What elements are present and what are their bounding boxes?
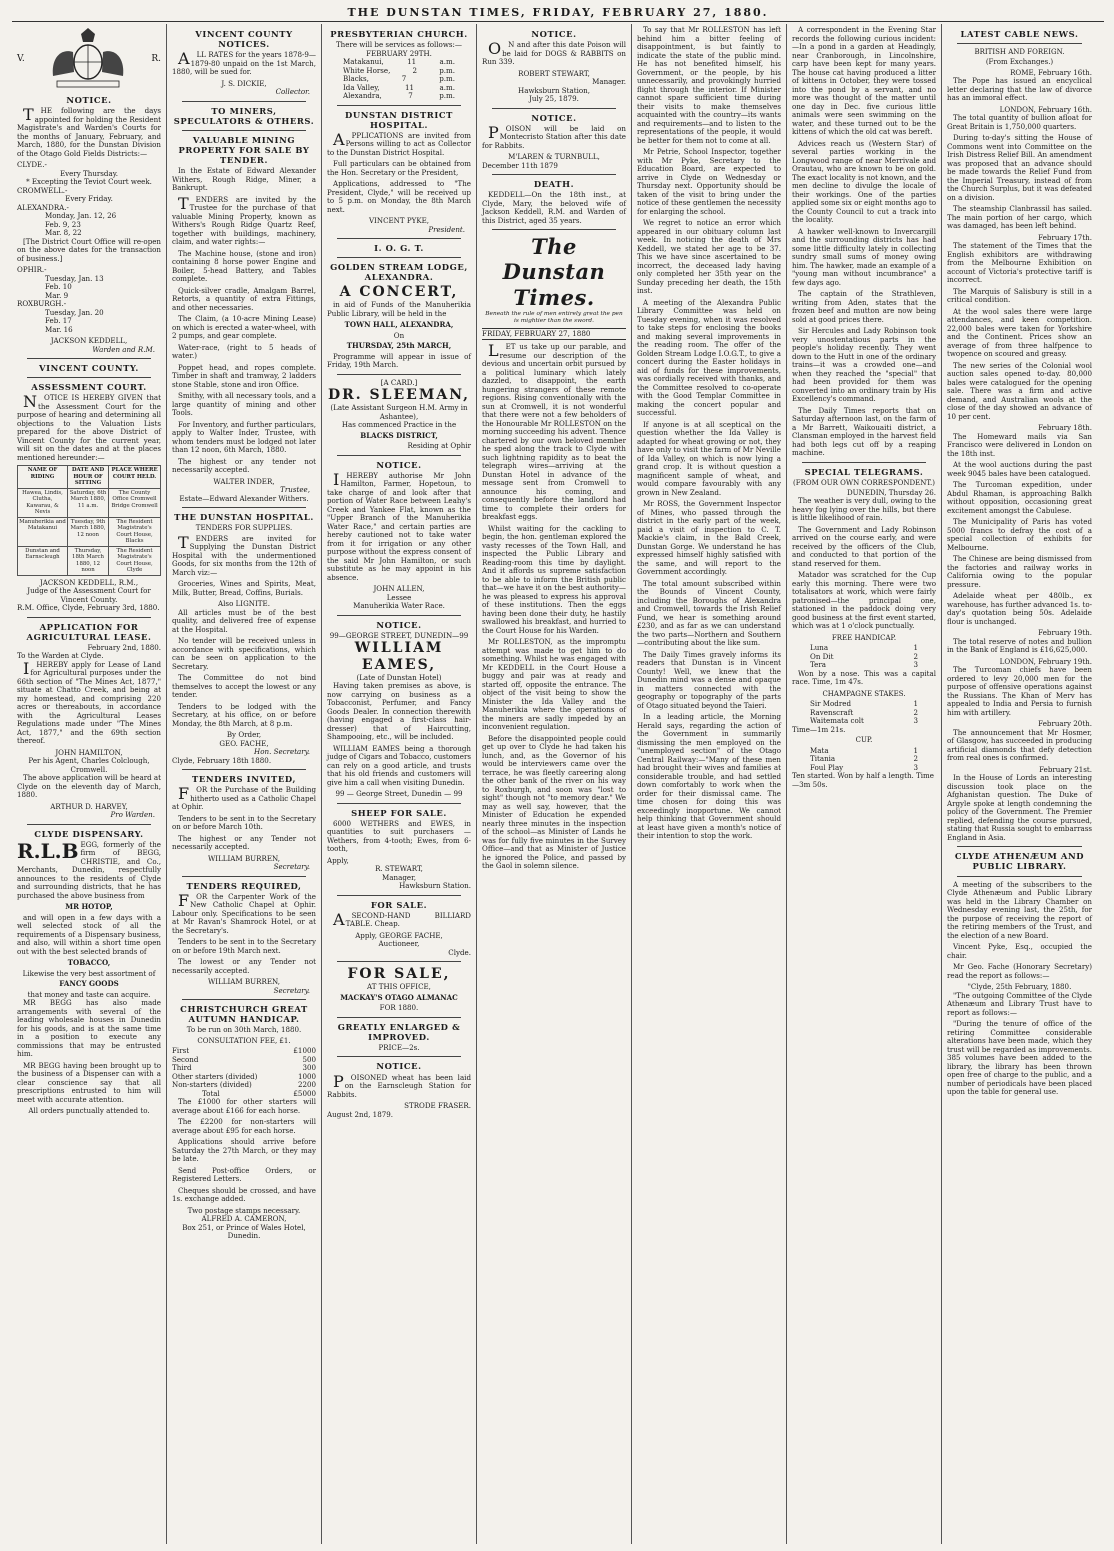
hospital-quality: All articles must be of the best quality, and delivered free of expense at the Hospital. xyxy=(172,607,316,634)
hawksburn-date: July 25, 1879. xyxy=(529,94,579,104)
consultation-fee: CONSULTATION FEE, £1. xyxy=(197,1036,291,1045)
dispensary-money: that money and taste can acquire. xyxy=(27,989,151,999)
columns xyxy=(12,24,1104,1544)
doctor-title: (Late Assistant Surgeon H.M. Army in Ashantee), xyxy=(330,403,468,421)
cons-7: Two postage stamps necessary. xyxy=(187,1205,301,1215)
lease-date: February 2nd, 1880. xyxy=(87,642,161,652)
dateline-london: LONDON, February 16th. xyxy=(999,104,1092,114)
cup-note: Ten started. Won by half a length. Time—3m 50s. xyxy=(792,771,934,789)
article-7: The total amount subscribed within the Bounds of Vincent County, including the Boroughs of Alexandra and Cromwell, towards the Irish Relief Fund, we hear is something around £230, and as far as we can understand the two parts—Northern and Southern—contributing about the like sum. xyxy=(637,578,781,647)
concert-heading: A CONCERT, xyxy=(339,284,459,301)
article-1: To say that Mr ROLLESTON has left behind him a bitter feeling of disappointment, is but faintly to indicate the state of the public mind. He has not benefited himself, his Government, or the people, by his unnecessarily, and provokingly hurried flight through the interior. If Minister cannot spare sufficient time during their visits to make themselves acquainted with the country—its wants and requirements—and to listen to the representations of the people, it would be better for them not to come at all. xyxy=(637,25,781,145)
rox-row: Tuesday, Jan. 20 xyxy=(45,307,104,317)
pro-warden-role: Pro Warden. xyxy=(110,810,155,820)
table-header: PLACE WHERE COURT HELD. xyxy=(109,466,161,488)
crest-right-letter: R. xyxy=(151,53,161,64)
george-street: 99—GEORGE STREET, DUNEDIN—99 xyxy=(329,630,469,640)
rates-signature: J. S. DICKIE, xyxy=(221,78,267,88)
trustee-signature: WALTER INDER, xyxy=(213,476,275,486)
golden-stream-heading: GOLDEN STREAM LODGE, ALEXANDRA. xyxy=(330,262,468,283)
cable-item: The statement of the Times that the English exhibitors are withdrawing from the Melbourne Exhibition on account of Victoria's protective tariff is incorrect. xyxy=(947,241,1092,285)
column-1 xyxy=(12,24,167,1544)
cable-item: The new series of the Colonial wool auction sales opened to-day. 80,000 bales were catalogued for the opening sale. There was a firm and active demand, and Australian wools at the close of the day showed an advance of 10 per cent. xyxy=(947,360,1092,421)
free-handicap-results xyxy=(792,644,936,670)
dispensary-likewise: Likewise the very best assortment of xyxy=(22,968,156,978)
warden-signature: JACKSON KEDDELL, xyxy=(50,336,128,346)
notice-title: NOTICE. xyxy=(66,95,112,105)
dispensary-tobacco: TOBACCO, xyxy=(67,958,111,968)
dispensary-stock: and will open in a few days with a well selected stock of all the requirements of a Dispensary business, and also, will within a short time open out with the best selected brands of xyxy=(17,912,161,956)
column-6 xyxy=(787,24,942,1544)
smithy: Smithy, with all necessary tools, and a large quantity of mining and other Tools. xyxy=(172,391,316,418)
editorial-3: Mr ROLLESTON, as the impromptu attempt was made to get him to do something. Whilst he was engaged with Mr KEDDELL in the Court House a buggy and pair was at ready and started off, opposite the entrance. The object of the visit being to show the Minister the Ida Valley and the Manuherikia where the operations of the miners are sadly impeded by an inconvenient regulation. xyxy=(482,637,626,732)
list-item: White Horse, 2 p.m. xyxy=(343,65,455,75)
almanac-enlarged: GREATLY ENLARGED & IMPROVED. xyxy=(337,1021,461,1042)
cable-item: At the wool sales there were large attendances, and keen competition. 22,000 bales were taken for Yorkshire and the Continent. Prices show an average of from three halfpence to twopence on scoured and greasy. xyxy=(947,306,1092,359)
water-race-notice: IHEREBY authorise Mr John Hamilton, Farmer, Hopetoun, to take charge of and look after that portion of Water Race between Leahy's Creek and Yankee Flat, known as the "Upper Branch of the Manuherikia Water Race," and certain parties are hereby cautioned not to take water from it for irrigation or any other purpose without the express consent of the said Mr John Hamilton, or such substitute as he may appoint in his absence. xyxy=(327,469,471,582)
reaping-story: The Daily Times reports that on Saturday afternoon last, on the farm of a Mr Barrett, Waikouaiti district, a Clansman employed in the harvest field had both legs cut off by a reaping machine. xyxy=(792,405,936,457)
notice-heading: NOTICE. xyxy=(531,112,577,123)
dispensary-orders: All orders punctually attended to. xyxy=(28,1106,150,1116)
champagne-results xyxy=(792,700,936,726)
editorial-4: Before the disappointed people could get up over to Clyde he had taken his lunch, and, as the Governor of his would be interviewers came over the terrace, he was fleetly careering along the other bank of the river on his way to Roxburgh, and soon was "lost to sight" though not "to memory dear." We may as well say, however, that the Minister of Education he expended nearly three minutes in the inspection of the school—as Minister of Lands he was for fully five minutes in the Survey Office—and that as Minister of Justice he ignored the Police, and passed by the Gaol in solemn silence. xyxy=(482,733,626,871)
allen-lessee: Lessee xyxy=(386,592,412,602)
stewart-role: Manager. xyxy=(592,77,626,87)
poison-wheat: POISONED wheat has been laid on the Earnscleugh Station for Rabbits. xyxy=(327,1071,471,1099)
telegram-weather: The weather is very dull, owing to the heavy fog lying over the hills, but there is little likelihood of rain. xyxy=(792,496,936,523)
cup-heading: CUP. xyxy=(855,736,873,745)
telegram-date: DUNEDIN, Thursday 26. xyxy=(846,487,936,497)
cable-item: The Turcoman expedition, under Abdul Rhaman, is approaching Balkh without opposition, occasioning great excitement amongst the Cabulese. xyxy=(947,480,1092,515)
concert-text: in aid of Funds of the Manuherikia Public Library, will be held in the xyxy=(327,300,471,318)
stewart-station: Hawksburn Station. xyxy=(399,881,471,891)
dateline-feb18: February 18th. xyxy=(1038,423,1092,433)
crest-left-letter: V. xyxy=(17,53,25,64)
dateline-london-19: LONDON, February 19th. xyxy=(999,656,1092,666)
cable-item: The announcement that Mr Hosmer, of Glasgow, has succeeded in producing artificial diamonds that defy detection from real ones is confirmed. xyxy=(947,727,1092,763)
tenders-invited-heading: TENDERS INVITED, xyxy=(192,774,296,785)
for-sale-heading: FOR SALE. xyxy=(370,899,428,910)
poison-dogs: ON and after this date Poison will be laid for DOGS & RABBITS on Run 339. xyxy=(482,39,626,67)
george-street-2: 99 — George Street, Dunedin — 99 xyxy=(335,789,463,799)
vincent-county-heading: VINCENT COUNTY. xyxy=(39,363,139,374)
rates-role: Collector. xyxy=(275,87,310,97)
champagne-heading: CHAMPAGNE STAKES. xyxy=(822,689,906,698)
rox-row: Mar. 16 xyxy=(45,324,73,334)
cable-item: The total quantity of bullion afloat for Great Britain is 1,750,000 quarters. xyxy=(947,113,1092,131)
pro-warden-signature: ARTHUR D. HARVEY, xyxy=(50,801,128,811)
doctor-residence: Residing at Ophir xyxy=(407,441,471,451)
ophir-row: Mar. 9 xyxy=(45,290,69,300)
carpenter-2: Tenders to be sent in to the Secretary on or before 19th March next. xyxy=(172,937,316,955)
alex-row: Monday, Jan. 12, 26 xyxy=(45,211,117,221)
athenaeum-report: Mr Geo. Fache (Honorary Secretary) read the report as follows:— xyxy=(947,962,1092,980)
cons-2: The £1000 for other starters will average about £166 for each horse. xyxy=(172,1097,316,1115)
cable-item: During to-day's sitting the House of Commons went into Committee on the Irish Distress Relief Bill. An amendment was proposed that an advance should be made towards the Relief Fund from the Imperial Treasury, instead of from the Church Surplus, but it was defeated on a division. xyxy=(947,133,1092,202)
eames-text: Having taken premises as above, is now carrying on business as a Tobacconist, Perfumer, and Fancy Goods Dealer. In connection therewith (having engaged a first-class hair-dresser) that of Haircutting, Shampooing, etc., will be included. xyxy=(327,681,471,742)
tenders-text: TENDERS are invited by the Trustee for the purchase of that valuable Mining Property, known as Withers's Rough Ridge Quartz Reef, together with buildings, machinery, claim, and water rights:— xyxy=(172,193,316,247)
hospital-committee: The Committee do not bind themselves to accept the lowest or any tender. xyxy=(172,673,316,700)
lease-agent: Per his Agent, Charles Colclough, Cromwell. xyxy=(28,756,150,774)
special-telegrams-heading: SPECIAL TELEGRAMS. xyxy=(804,466,924,477)
hawksburn: Hawksburn Station, xyxy=(518,85,590,95)
list-item: Waitemata colt 3 xyxy=(810,716,918,726)
article-8: The Daily Times gravely informs its readers that Dunstan is in Vincent County! Well, we knew that the Dunedin mind was a dense and opaque in matters connected with the geography or topography of the parts of Otago situated beyond the Taieri. xyxy=(637,649,781,710)
column-5 xyxy=(632,24,787,1544)
roxburgh-label: ROXBURGH.- xyxy=(17,299,67,309)
fache-signature: GEO. FACHE, xyxy=(219,738,269,748)
iogt-heading: I. O. G. T. xyxy=(374,243,424,254)
robinson-story: Sir Hercules and Lady Robinson took very unostentatious parts in the people's holiday recently. They went down to the Hutt in one of the ordinary trains—it was a crowded one—and when they reached the "special" that had been provided for them was converted into an ordinary train by His Excellency's command. xyxy=(792,326,936,403)
lease-signature: JOHN HAMILTON, xyxy=(55,747,123,757)
billiard-apply: Apply, GEORGE FACHE, xyxy=(355,930,443,940)
ophir-row: Tuesday, Jan. 13 xyxy=(45,273,104,283)
billiard-text: ASECOND-HAND BILLIARD TABLE. Cheap. xyxy=(333,909,471,929)
cons-3: The £2200 for non-starters will average about £95 for each horse. xyxy=(172,1117,316,1135)
notice-heading: NOTICE. xyxy=(376,619,422,630)
almanac-title: MACKAY'S OTAGO ALMANAC xyxy=(340,992,458,1002)
column-3 xyxy=(322,24,477,1544)
ddh-text-3: Applications, addressed to "The President, Clyde," will be received up to 5 p.m. on Monday, the 8th March next. xyxy=(327,179,471,214)
fache-role: Hon. Secretary. xyxy=(254,747,310,757)
dateline-rome: ROME, February 16th. xyxy=(1010,67,1092,77)
table-header: DATE AND HOUR OF SITTING xyxy=(68,466,109,488)
dispensary-mr-hotop: MR HOTOP, xyxy=(65,902,113,912)
vcn-heading: VINCENT COUNTY NOTICES. xyxy=(195,29,293,50)
tenders-required-heading: TENDERS REQUIRED, xyxy=(186,880,302,891)
ddh-text: APPLICATIONS are invited from Persons willing to act as Collector to the Dunstan District Hospital. xyxy=(327,129,471,157)
list-item: Third 300 xyxy=(172,1063,316,1073)
prize-total: Total £5000 xyxy=(202,1088,316,1098)
groceries: Groceries, Wines and Spirits, Meat, Milk, Butter, Bread, Coffins, Burials. xyxy=(172,579,316,597)
notice-heading: NOTICE. xyxy=(376,1061,422,1072)
lignite: Also LIGNITE. xyxy=(218,599,270,609)
column-4 xyxy=(477,24,632,1544)
chapel-tender-2: Tenders to be sent in to the Secretary on or before March 10th. xyxy=(172,813,316,832)
cable-item: The total reserve of notes and bullion in the Bank of England is £16,625,000. xyxy=(947,636,1092,655)
table-row: Dunstan and Earnscleugh Thursday, 18th March 1880, 12 noon The Resident Magistrate's Court House, Clyde xyxy=(18,546,161,575)
cable-item: The Homeward mails via San Francisco were delivered in London on the 18th inst. xyxy=(947,431,1092,458)
list-item: First £1000 xyxy=(172,1046,316,1056)
athenaeum-text: A meeting of the subscribers to the Clyde Athenæum and Public Library was held in the Library Chamber on Wednesday evening last, the 25th, for the purpose of receiving the report of the retiring members of the Trust, and the election of a new Board. xyxy=(947,879,1092,940)
vmp-heading: VALUABLE MINING PROPERTY FOR SALE BY TENDER. xyxy=(178,134,310,165)
notice-heading: NOTICE. xyxy=(531,29,577,39)
article-3: We regret to notice an error which appeared in our obituary column last week. In noticing the death of Mrs Keddell, we stated her age to be 37. This we have since ascertained to be incorrect, the deceased lady having only completed her 35th year on the Sunday preceding her death, the 15th inst. xyxy=(637,218,781,295)
services-intro: There will be services as follows:— xyxy=(335,40,463,50)
dispensary-initials: R.L.B xyxy=(17,838,79,863)
cons-5: Send Post-office Orders, or Registered Letters. xyxy=(172,1165,316,1184)
allen-race: Manuherikia Water Race. xyxy=(353,601,445,611)
carpenter-text: FOR the Carpenter Work of the New Catholic Chapel at Ophir. Labour only. Specifications to be seen at Mr Ravan's Shamrock Hotel, or at the Secretary's. xyxy=(172,890,316,935)
lease-heading: APPLICATION FOR AGRICULTURAL LEASE. xyxy=(26,621,152,642)
dispensary-fancy-goods: FANCY GOODS xyxy=(59,979,119,989)
article-5: If anyone is at all sceptical on the question whether the Ida Valley is adapted for wheat growing or not, they have only to visit the farm of Mr Neville of Ida Valley, on which is now lying a grand crop. It is without question a magnificent sample of wheat, and would compare favourably with any grown in New Zealand. xyxy=(637,419,781,497)
cable-item: The steamship Clanbrassil has sailed. The main portion of her cargo, which was damaged, has been left behind. xyxy=(947,204,1092,231)
pyke-role: President. xyxy=(428,224,465,234)
fraser-date: August 2nd, 1879. xyxy=(327,1109,393,1119)
dispensary-intro: EGG, formerly of the firm of BEGG, CHRISTIE, and Co., Merchants, Dunedin, respectfully announces to the residents of Clyde and surrounding districts, that he has purchased the above business from xyxy=(17,839,161,900)
telegram-matador: Matador was scratched for the Cup early this morning. There were two totalisators at work, which were fairly patronised—the principal one, stationed in the paddock doing very good business at the first event started, which was at 1 o'clock punctually. xyxy=(792,570,936,631)
ddh-text-2: Full particulars can be obtained from the Hon. Secretary or the President, xyxy=(327,159,471,177)
dateline-feb19: February 19th. xyxy=(1038,628,1092,638)
list-item: Other starters (divided) 1000 xyxy=(172,1071,316,1081)
claim-text: The Claim, (a 10-acre Mining Lease) on which is erected a water-wheel, with 2 pumps, and gear complete. xyxy=(172,314,316,341)
report-date: "Clyde, 25th February, 1880. xyxy=(967,982,1072,992)
district-note: [The District Court Office will re-open on the above dates for the transaction of business.] xyxy=(17,236,161,263)
list-item: Alexandra, 7 p.m. xyxy=(343,91,455,101)
from-exchanges: (From Exchanges.) xyxy=(985,58,1054,67)
list-item: Blacks, 7 p.m. xyxy=(343,74,455,84)
list-item: Ravenscraft 2 xyxy=(810,707,918,717)
british-foreign: BRITISH AND FOREIGN. xyxy=(974,48,1065,57)
christchurch-heading: CHRISTCHURCH GREAT AUTUMN HANDICAP. xyxy=(180,1004,308,1025)
cons-6: Cheques should be crossed, and have 1s. exchange added. xyxy=(172,1185,316,1204)
almanac-year: FOR 1880. xyxy=(379,1003,419,1013)
free-handicap-heading: FREE HANDICAP. xyxy=(831,633,897,642)
inventory: For Inventory, and further particulars, apply to Walter Inder, Trustee, with whom tenders must be lodged not later than 12 noon, 6th March, 1880. xyxy=(172,419,316,455)
chapel-tender: FOR the Purchase of the Building hitherto used as a Catholic Chapel at Ophir. xyxy=(172,784,316,812)
table-header: NAME OF RIDING xyxy=(18,466,68,488)
carp-story: A correspondent in the Evening Star records the following curious incident:—In a pond in a garden at Headingly, near Cranborough, in Lincolnshire, carp have been kept for many years. The house cat having produced a litter of kittens in October, they were tossed into the pond by a servant, and no more was thought of the matter until one day in Dec. five curious little animals were seen swimming on the water, and these turned out to be the kittens of which the old cat was bereft. xyxy=(792,25,936,136)
athenaeum-chair: Vincent Pyke, Esq., occupied the chair. xyxy=(947,942,1092,960)
list-item: Non-starters (divided) 2200 xyxy=(172,1080,316,1090)
article-6: Mr ROSS, the Government Inspector of Mines, who passed through the district in the early part of the week, paid a visit of inspection to C. T. Mackie's claim, in the Bald Creek, Dunstan Gorge. We understand he has expressed himself highly satisfied with the same, and will report to the Government accordingly. xyxy=(637,499,781,576)
mclaren-turnbull: M'LAREN & TURNBULL, xyxy=(508,152,600,162)
eames-text-2: WILLIAM EAMES being a thorough judge of Cigars and Tobacco, customers can rely on a good article, and trusts that his old friends and customers will give him a call when visiting Dunedin. xyxy=(327,743,472,787)
by-order: By Order, xyxy=(226,730,262,740)
hospital-text: TENDERS are invited for Supplying the Dunstan District Hospital with the undermentioned Goods, for six months from the 12th of March viz:— xyxy=(172,532,316,577)
cup-results xyxy=(792,747,936,773)
list-item: Ida Valley, 11 a.m. xyxy=(343,82,455,92)
cable-item: Adelaide wheat per 480lb., ex warehouse, has further advanced 1s. to-day's quotation being 50s. Adelaide flour is unchanged. xyxy=(947,591,1092,626)
table-row: Hawea, Lindis, Clutha, Kawarau, & Nevis Saturday, 6th March 1880, 11 a.m. The County Office Cromwell Bridge Cromwell xyxy=(18,488,161,517)
machine-house: The Machine house, (stone and iron) containing 8 horse power Engine and Boiler, 5-head Battery, and Tables complete. xyxy=(172,248,316,284)
dispensary-heading: CLYDE DISPENSARY. xyxy=(34,828,144,839)
ddh-heading: DUNSTAN DISTRICT HOSPITAL. xyxy=(345,109,453,130)
dateline xyxy=(482,328,626,341)
concert-on: On xyxy=(393,330,405,340)
rox-row: Feb. 17 xyxy=(45,316,72,326)
article-9: In a leading article, the Morning Herald says, regarding the action of the Government in summarily dismissing the men employed on the "unemployed section" of the Otago Central Railway:—"Many of these men had brought their wives and families at considerable trouble, and had settled down comfortably to work when the order for their dismissal came. The time chosen for doing this was exceedingly inopportune. We cannot help thinking that Government should at least have given a month's notice of their intention to stop the work. xyxy=(637,712,781,840)
rates-text: ALL RATES for the years 1878-9—1879-80 unpaid on the 1st March, 1880, will be sued for. xyxy=(172,49,316,77)
correspondent: (FROM OUR OWN CORRESPONDENT.) xyxy=(793,478,935,487)
cable-item: The Chinese are being dismissed from the factories and railway works in California owing to the popular pressure. xyxy=(947,554,1092,589)
to-miners-heading: TO MINERS, SPECULATORS & OTHERS. xyxy=(173,105,315,126)
list-item: On Dit 2 xyxy=(810,651,918,661)
cable-item: The Marquis of Salisbury is still in a critical condition. xyxy=(947,286,1092,305)
alex-row: Feb. 9, 23 xyxy=(45,219,81,229)
eames-late: (Late of Dunstan Hotel) xyxy=(356,672,442,682)
burren-role: Secretary. xyxy=(273,862,310,872)
quicksilver: Quick-silver cradle, Amalgam Barrel, Retorts, a quantity of extra Fittings, and other necessaries. xyxy=(172,285,316,312)
assessment-court-text: NOTICE IS HEREBY GIVEN that the Assessment Court for the purpose of hearing and determining all objections to the Valuation Lists prepared for the above District of Vincent County for the current year, will sit on the dates and at the places mentioned hereunder:— xyxy=(17,392,161,462)
masthead: THE DUNSTAN TIMES, FRIDAY, FEBRUARY 27, 1880. xyxy=(12,6,1104,22)
cons-4: Applications should arrive before Saturday the 27th March, or they may be late. xyxy=(172,1137,316,1164)
stewart-name: ROBERT STEWART, xyxy=(518,68,590,78)
ophir-label: OPHIR.- xyxy=(17,265,47,275)
editorial-2: Whilst waiting for the cackling to begin, the hon. gentleman explored the vasty recesses of the Town Hall, and inspected the Public Library and Reading-room this time by daylight. And it affords us supreme satisfaction to be able to inform the British public that—we have it on the best authority—he was pleased to express his approval of these institutions. Then the eggs having been done their duty, he hastily swallowed his breakfast, and hurried to the Court House for his Warden. xyxy=(482,523,626,635)
column-2 xyxy=(167,24,322,1544)
carpenter-3: The lowest or any Tender not necessarily accepted. xyxy=(172,957,316,975)
fraser-signature: STRODE FRASER. xyxy=(404,1101,471,1110)
water-race: Water-race, (right to 5 heads of water.) xyxy=(172,342,316,361)
assessment-court-heading: ASSESSMENT COURT. xyxy=(31,382,147,393)
hospital-lodge: Tenders to be lodged with the Secretary, at his office, on or before Monday, the 8th March, at 8 p.m. xyxy=(172,701,316,728)
stewart-role: Manager, xyxy=(382,872,416,882)
paper-title: The Dunstan Times. xyxy=(502,234,606,310)
report-text-2: "During the tenure of office of the retiring Committee considerable alterations have been made, which they trust will be regarded as improvements. 385 volumes have been added to the library, the library has been thrown open free of charge to the public, and a number of periodicals have been placed upon the table for general use. xyxy=(947,1019,1092,1097)
rm-office-date: R.M. Office, Clyde, February 3rd, 1880. xyxy=(17,603,160,612)
concert-date: THURSDAY, 25th MARCH, xyxy=(346,341,452,351)
burren-signature: WILLIAM BURREN, xyxy=(207,853,281,863)
alex-row: Mar. 8, 22 xyxy=(45,228,82,238)
alexandra-label: ALEXANDRA.- xyxy=(17,202,69,212)
paper-motto: Beneath the rule of men entirely great the pen is mightier than the sword. xyxy=(485,310,623,324)
supplies-heading: TENDERS FOR SUPPLIES. xyxy=(195,524,293,533)
dateline-feb20: February 20th. xyxy=(1038,719,1092,729)
allen-signature: JOHN ALLEN, xyxy=(373,584,425,594)
list-item: Matakanui, 11 a.m. xyxy=(343,57,455,67)
poppet-head: Poppet head, and ropes complete. Timber in shaft and tramway, 2 ladders stone Stable, stone and iron Office. xyxy=(172,362,316,389)
article-4: A meeting of the Alexandra Public Library Committee was held on Tuesday evening, when it was resolved to take steps for enclosing the books and making several improvements in the reading room. The offer of the Golden Stream Lodge I.O.G.T., to give a concert during the Easter holidays in aid of funds for these improvements, was cordially received with thanks, and the Committee resolved to co-operate with the Good Templar Committee in making the concert popular and successful. xyxy=(637,297,781,417)
list-item: Second 500 xyxy=(172,1054,316,1064)
trustee-estate: Estate—Edward Alexander Withers. xyxy=(179,493,309,503)
sheep-text: 6000 WETHERS and EWES, in quantities to suit purchasers — Wethers, from 4-tooth; Ewes, from 6-tooth, xyxy=(327,818,471,854)
trustee-role: Trustee, xyxy=(280,485,310,495)
list-item: Mata 1 xyxy=(810,745,918,755)
for-sale-2: FOR SALE, xyxy=(347,966,451,983)
column-7 xyxy=(942,24,1097,1544)
run-date: To be run on 30th March, 1880. xyxy=(186,1025,302,1035)
dateline-text: FRIDAY, FEBRUARY 27, 1880 xyxy=(482,328,591,338)
doctor-district: BLACKS DISTRICT, xyxy=(360,430,438,440)
concert-programme: Programme will appear in issue of Friday, 19th March. xyxy=(327,351,471,370)
chapel-tender-3: The highest or any Tender not necessarily accepted. xyxy=(172,833,316,852)
cable-item: The Turcoman chiefs have been ordered to levy 20,000 men for the purpose of offensive operations against the Russians. The Khan of Merv has appealed to India and Persia to furnish him with artillery. xyxy=(947,665,1092,717)
judge-signature: JACKSON KEDDELL, R.M., xyxy=(39,577,139,587)
burren-signature: WILLIAM BURREN, xyxy=(207,977,281,987)
cameron-address: Box 251, or Prince of Wales Hotel, Dunedin. xyxy=(182,1222,306,1241)
death-heading: DEATH. xyxy=(533,179,575,190)
eames-name: WILLIAM EAMES, xyxy=(354,640,444,674)
report-text: "The outgoing Committee of the Clyde Athenæum and Library Trust have to report as follows:— xyxy=(947,990,1092,1017)
pyke-signature: VINCENT PYKE, xyxy=(368,216,430,226)
cable-item: At the wool auctions during the past week 9045 bales have been catalogued. xyxy=(947,460,1092,478)
death-notice: KEDDELL—On the 18th inst., at Clyde, Mary, the beloved wife of Jackson Keddell, R.M. and Warden of this District, aged 35 years. xyxy=(482,190,626,225)
table-row: Manuherikia and Matakanui Tuesday, 9th March 1880, 12 noon The Resident Magistrate's Court House, Blacks xyxy=(18,517,161,546)
lease-text: IHEREBY apply for Lease of Land for Agricultural purposes under the 66th section of "The Mines Act, 1877," situate at Chatto Creek, and being at my homestead, and comprising 220 acres or thereabouts, in accordance with the Agricultural Leases Regulations made under "The Mines Act, 1877," and the 69th section thereof. xyxy=(17,658,161,746)
sheep-heading: SHEEP FOR SALE. xyxy=(351,807,447,818)
assessment-schedule-table xyxy=(17,465,161,575)
gold-story: Advices reach us (Western Star) of several parties working in the Longwood range of near Merrivale and Orautau, who are known to be on gold. The exact locality is not known, and the men decline to divulge the locale of their workings. One of the parties applied some six or eight months ago to the County Council to cut a track into the locality. xyxy=(792,138,936,224)
apply-label: Apply, xyxy=(327,855,349,865)
burren-role: Secretary. xyxy=(273,985,310,995)
clyde-label: CLYDE.- xyxy=(17,160,47,170)
doctor-name: DR. SLEEMAN, xyxy=(328,387,470,404)
hospital-heading: THE DUNSTAN HOSPITAL. xyxy=(174,512,314,523)
services-list xyxy=(327,58,471,101)
billiard-place: Clyde. xyxy=(448,947,471,957)
dispensary-prescriptions: MR BEGG having been brought up to the business of a Dispenser can with a clear conscience say that all prescriptions entrusted to him will meet with accurate attention. xyxy=(17,1060,161,1104)
cable-item: The Pope has issued an encyclical letter declaring that the law of divorce has an immoral effect. xyxy=(947,76,1092,103)
dateline-feb17: February 17th. xyxy=(1038,232,1092,242)
cable-item: The Municipality of Paris has voted 5000 francs to defray the cost of a special collection of exhibits for Melbourne. xyxy=(947,517,1092,552)
dispensary-wholesale: MR BEGG has also made arrangements with several of the leading wholesale houses in Dunedin for his goods, and is at the same time in a position to execute any commissions that may be entrusted him. xyxy=(17,998,161,1059)
notice-heading: NOTICE. xyxy=(376,459,422,470)
royal-crest xyxy=(17,26,161,92)
telegram-governor: The Government and Lady Robinson arrived on the course early, and were received by the officers of the Club, and conducted to that portion of the stand reserved for them. xyxy=(792,524,936,568)
court-notice-text: THE following are the days appointed for holding the Resident Magistrate's and Warden's Courts for the months of January, February, and March, 1880, for the Dunstan Division of the Otago Gold Fields Districts:— xyxy=(17,105,161,158)
concert-venue: TOWN HALL, ALEXANDRA, xyxy=(344,320,454,330)
warden-role: Warden and R.M. xyxy=(92,344,155,354)
cromwell-label: CROMWELL.- xyxy=(17,185,68,195)
athenaeum-heading: CLYDE ATHENÆUM AND PUBLIC LIBRARY. xyxy=(954,851,1085,872)
free-handicap-note: Won by a nose. This was a capital race. Time, 1m 47s. xyxy=(792,668,936,687)
doctor-practice: Has commenced Practice in the xyxy=(341,420,457,430)
hospital-spec: No tender will be received unless in accordance with specifications, which can be seen on application to the Secretary. xyxy=(172,636,316,671)
clyde-when: Every Thursday. xyxy=(59,168,119,178)
judge-role: Judge of the Assessment Court for Vincent County. xyxy=(27,586,151,604)
fache-date: Clyde, February 18th 1880. xyxy=(172,755,272,765)
hawker-story: A hawker well-known to Invercargill and the surrounding districts has had some little difficulty lately in collecting sundry small sums of money owing him. The hawker, made an example of a "young man without incumbrance" a few days ago. xyxy=(792,226,936,287)
almanac-price: PRICE—2s. xyxy=(378,1042,420,1052)
cable-news-heading: LATEST CABLE NEWS. xyxy=(960,29,1079,39)
list-item: Foul Play 3 xyxy=(810,762,918,772)
list-item: Tera 3 xyxy=(810,660,918,670)
services-date: FEBRUARY 29TH. xyxy=(366,48,432,58)
poison-montecristo: POISON will be laid on Montecristo Station after this date for Rabbits. xyxy=(482,122,626,150)
article-2: Mr Petrie, School Inspector, together with Mr Pyke, Secretary to the Education Board, are expected to arrive in Clyde on Wednesday or Thursday next. Opportunity should be taken of the visit to bring under the notice of these gentlemen the necessity for enlarging the school. xyxy=(637,147,781,216)
cable-item: In the House of Lords an interesting discussion took place on the Afghanistan question. The Duke of Argyle spoke at length condemning the policy of the Government. The Premier replied, defending the course pursued, stating that Russia sought to embarrass England in Asia. xyxy=(947,773,1092,842)
lease-recipient: To the Warden at Clyde. xyxy=(17,651,104,661)
stewart-name: R. STEWART, xyxy=(375,864,423,874)
cromwell-when: Every Friday. xyxy=(65,194,113,204)
list-item: Sir Modred 1 xyxy=(810,699,918,709)
strathleven-story: The captain of the Strathleven, writing from Aden, states that the frozen beef and mutton are now being sold at good prices there. xyxy=(792,289,936,324)
ophir-row: Feb. 10 xyxy=(45,282,72,292)
card-label: [A CARD.] xyxy=(380,377,418,387)
highest-tender: The highest or any tender not necessarily accepted. xyxy=(172,456,316,475)
estate-text: In the Estate of Edward Alexander Withers, Rough Ridge, Miner, a Bankrupt. xyxy=(172,166,316,193)
champagne-time: Time—1m 21s. xyxy=(792,724,846,734)
dateline-feb21: February 21st. xyxy=(1039,764,1092,774)
cameron-name: ALFRED A. CAMERON, xyxy=(201,1214,287,1224)
lease-hearing: The above application will be heard at Clyde on the eleventh day of March, 1880. xyxy=(17,773,161,800)
list-item: Titania 2 xyxy=(810,754,918,764)
clyde-except: * Excepting the Teviot Court week. xyxy=(26,177,152,187)
prize-list xyxy=(172,1047,316,1098)
billiard-role: Auctioneer, xyxy=(378,939,420,949)
editorial-1: LET us take up our parable, and resume our description of the devious and uncertain orbit pursued by a political luminary which lately dazzled, to disappoint, the earth hungering strangers of these remote regions. Rising conventionally with the sun at Cromwell, it is not wonderful that there were not a few beholders of the Honourable Mr ROLLESTON on the morning succeeding his advent. Thence chartered by our own beloved member he sped along the track to Clyde with such lightning rapidity as to beat the telegraph wires—arriving at the Dunstan Hotel in advance of the message sent from Cromwell to announce his coming, and consequently before the landlord had time to complete their orders for breakfast eggs. xyxy=(482,341,626,522)
at-this-office: AT THIS OFFICE, xyxy=(367,982,431,992)
presbyterian-heading: PRESBYTERIAN CHURCH. xyxy=(330,29,468,39)
mclaren-date: December 11th 1879 xyxy=(482,160,558,170)
coat-of-arms-icon xyxy=(43,28,133,90)
list-item: Luna 1 xyxy=(810,643,918,653)
